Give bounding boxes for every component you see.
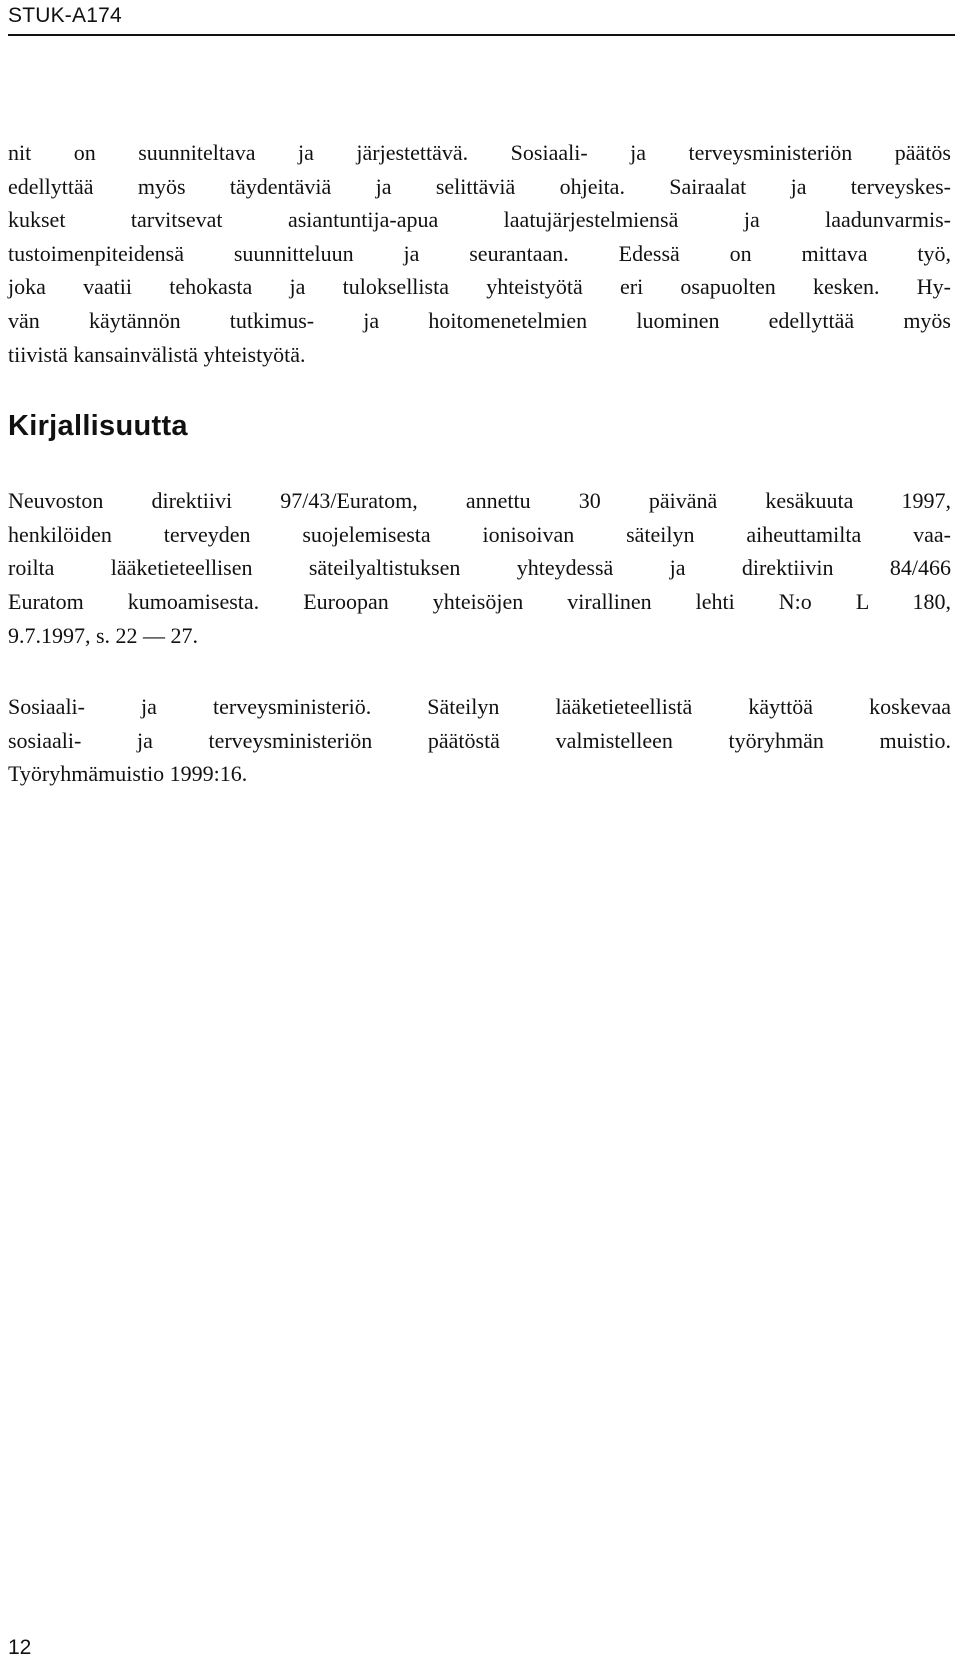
reference-line: Neuvoston direktiivi 97/43/Euratom, annettu 30 päivänä kesäkuuta 1997, — [8, 488, 951, 514]
page-content — [8, 136, 951, 791]
paragraph-line: kukset tarvitsevat asiantuntija-apua laatujärjestelmiensä ja laadunvarmis- — [8, 207, 951, 233]
body-paragraph — [8, 136, 951, 371]
paragraph-line: vän käytännön tutkimus- ja hoitomenetelmien luominen edellyttää myös — [8, 307, 951, 333]
reference-line: Sosiaali- ja terveysministeriö. Säteilyn lääketieteellistä käyttöä koskevaa — [8, 694, 951, 720]
section-heading-literature: Kirjallisuutta — [8, 410, 188, 443]
reference-line: sosiaali- ja terveysministeriön päätöstä valmistelleen työryhmän muistio. — [8, 727, 951, 753]
page-number: 12 — [8, 1636, 32, 1659]
reference-line: Euratom kumoamisesta. Euroopan yhteisöjen virallinen lehti N:o L 180, — [8, 588, 951, 614]
paragraph-line: joka vaatii tehokasta ja tuloksellista yhteistyötä eri osapuolten kesken. Hy- — [8, 274, 951, 300]
reference-entry — [8, 484, 951, 652]
document-code-header: STUK-A174 — [8, 4, 122, 27]
reference-line: 9.7.1997, s. 22 — 27. — [8, 622, 199, 648]
paragraph-line: tiivistä kansainvälistä yhteistyötä. — [8, 341, 306, 367]
reference-entry — [8, 690, 951, 791]
paragraph-line: nit on suunniteltava ja järjestettävä. Sosiaali- ja terveysministeriön päätös — [8, 140, 951, 165]
reference-spacer — [8, 652, 951, 690]
paragraph-line: edellyttää myös täydentäviä ja selittäviä ohjeita. Sairaalat ja terveyskes- — [8, 173, 951, 199]
reference-line: Työryhmämuistio 1999:16. — [8, 761, 248, 787]
reference-line: roilta lääketieteellisen säteilyaltistuksen yhteydessä ja direktiivin 84/466 — [8, 555, 951, 581]
reference-line: henkilöiden terveyden suojelemisesta ionisoivan säteilyn aiheuttamilta vaa- — [8, 521, 951, 547]
header-divider — [8, 34, 955, 36]
paragraph-line: tustoimenpiteidensä suunnitteluun ja seurantaan. Edessä on mittava työ, — [8, 240, 951, 266]
